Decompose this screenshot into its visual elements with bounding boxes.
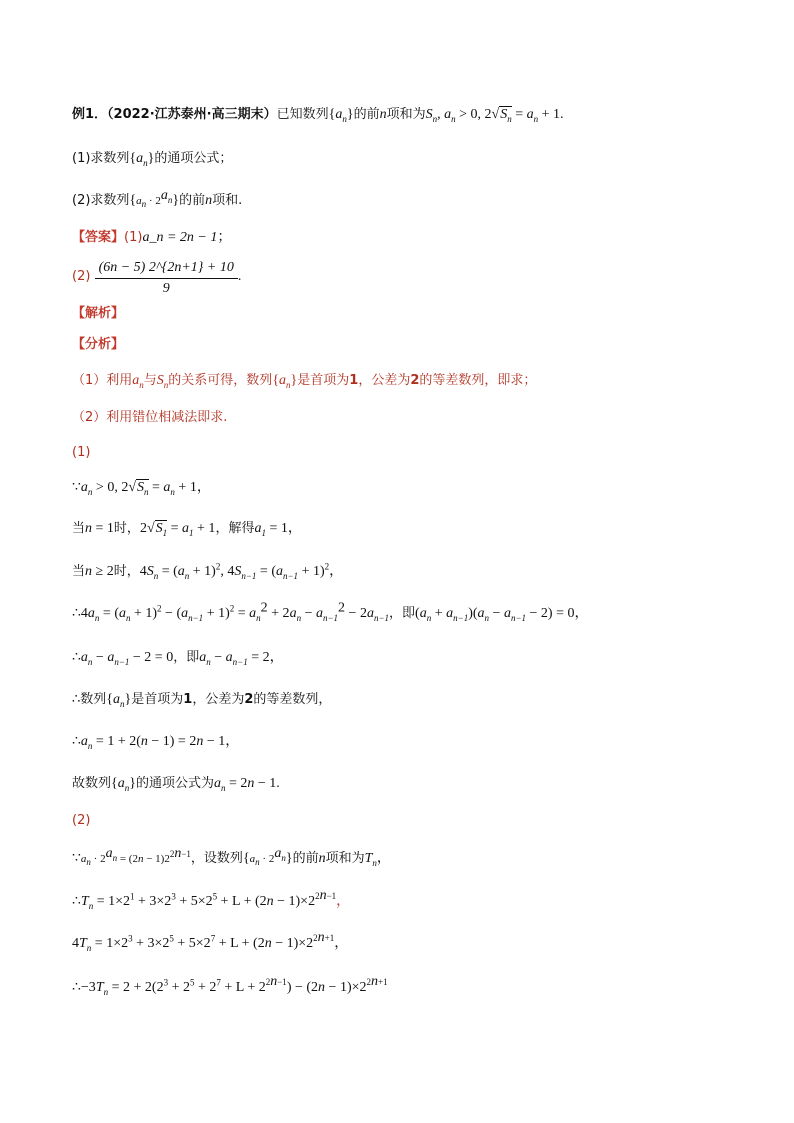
text: (2) (72, 813, 91, 828)
text: L (230, 936, 239, 951)
text: 当 (72, 521, 86, 536)
text: ∴数列 (72, 692, 107, 707)
text: 是首项为 (297, 373, 350, 388)
text: 的通项公式为 (135, 776, 214, 791)
text: 的前 (353, 107, 380, 122)
solution-2-line-2: $\therefore T_n = 1\times 2^1 + 3\times 2^3 + 5\times 2^5 + L + (2n - 1)\times 2^{2n-1}$， (72, 888, 351, 911)
answer-denominator: 9 (162, 281, 170, 296)
question-2: (2)求数列$\{a_n \cdot 2^{a_n}\}$的前n项和. (72, 188, 243, 210)
analysis-step-2 (72, 409, 227, 427)
text: ，公差为 (192, 692, 245, 707)
solution-2-line-3: $4T_n = 1\times 2^3 + 3\times 2^5 + 5\times 2^7 + L + (2n - 1)\times 2^{2n+1}$， (72, 930, 349, 953)
text: L (235, 980, 244, 995)
answer-line-2: (2) $\frac{(6n - 5) 2\^{}\{2n+1\} + 10}{9}$ . (72, 260, 242, 296)
text: 项和为 (325, 851, 365, 866)
solution-part-2-label (72, 812, 90, 830)
text: 项和为 (386, 107, 426, 122)
example-statement: 例1．（2022·江苏泰州·高三期末）已知数列$\{a_n\}$的前n项和为$S_n$, $a_n > 0$, $2√S_n = a_n + 1$. (72, 107, 564, 124)
question-1: (1)求数列$\{a_n\}$的通项公式； (72, 151, 233, 168)
text: (1)求数列 (72, 151, 130, 166)
solution-line-6: ∴数列$\{a_n\}$是首项为1，公差为2的等差数列， (72, 692, 332, 709)
jiexi-tag-line (72, 305, 124, 323)
text: 是首项为 (131, 692, 184, 707)
text: (2) (72, 269, 91, 284)
text: 2 (244, 692, 254, 707)
analysis-step-1: （1）利用$a_n$与$S_n$的关系可得，数列$\{a_n\}$是首项为1，公差为2的等差数列，即求； (72, 373, 537, 390)
text: ，设数列 (190, 851, 243, 866)
text: 时， (113, 564, 140, 579)
text: 时， (113, 521, 140, 536)
solution-line-4: $\therefore 4a_n = (a_n + 1)^2 - (a_{n-1} + 1)^2 = a_n^2 + 2a_n - a_{n-1}^2 - 2a_{n-1}$，即$(a_n + a_{n-1})(a_n - a_{n-1} - 2) = 0$， (72, 600, 589, 623)
text: ，即 (389, 606, 416, 621)
text: 当 (72, 564, 86, 579)
solution-2-line-4: $\therefore-3T_n = 2 + 2(2^3 + 2^5 + 2^7 + L + 2^{2n-1}) - (2n - 1)\times 2^{2n+1}$ (72, 974, 388, 997)
text: (1) (72, 445, 91, 460)
answer-numerator: (6n − 5) 2^{2n+1} + 10 (95, 259, 238, 279)
text: 的通项公式； (154, 151, 233, 166)
text: 的等差数列， (253, 692, 332, 707)
jiexi-tag: 【解析】 (72, 306, 125, 321)
text: 的等差数列，即求； (419, 373, 537, 388)
text: （1）利用 (72, 373, 133, 388)
fenxi-tag: 【分析】 (72, 337, 125, 352)
text: ，解得 (215, 521, 255, 536)
answer-tag: 【答案】 (72, 230, 125, 245)
text: 1 (183, 692, 193, 707)
text: L (232, 894, 241, 909)
solution-line-2: 当n = 1时，$2√S_1 = a_1 + 1$，解得$a_1 = 1$， (72, 521, 302, 538)
solution-line-5: $\therefore a_n - a_{n-1} - 2 = 0$，即$a_n - a_{n-1} = 2$， (72, 650, 284, 667)
text: 2 (410, 373, 420, 388)
text: ，即 (173, 650, 200, 665)
text: 故数列 (72, 776, 112, 791)
text: 的前 (292, 851, 319, 866)
text: 项和. (212, 193, 243, 208)
answer-line-1: 【答案】(1)a_n = 2n − 1； (72, 230, 232, 245)
example-label: 例1． (72, 107, 108, 122)
solution-line-7: $\therefore a_n = 1 + 2(n - 1) = 2n - 1$， (72, 734, 240, 751)
solution-line-1: $\because a_n > 0$, $2√S_n = a_n + 1$， (72, 480, 211, 497)
text: （2）利用错位相减法即求. (72, 410, 228, 425)
text: 的关系可得，数列 (168, 373, 273, 388)
text: 与 (143, 373, 157, 388)
solution-line-8: 故数列$\{a_n\}$的通项公式为$a_n = 2n - 1$. (72, 776, 280, 793)
solution-line-3: 当n ≥ 2时，$4S_n = (a_n + 1)^2$, $4S_{n-1} = (a_{n-1} + 1)^2$， (72, 561, 344, 581)
text: ，公差为 (358, 373, 411, 388)
answer-fraction (95, 259, 238, 298)
text: (1) (124, 230, 143, 245)
text: (2)求数列 (72, 193, 130, 208)
text: 1 (349, 373, 359, 388)
text: 已知数列 (276, 107, 329, 122)
example-source: （2022·江苏泰州·高三期末） (107, 107, 277, 122)
text: 的前 (179, 193, 206, 208)
fenxi-tag-line (72, 336, 124, 354)
answer-formula-1: a_n = 2n − 1 (142, 230, 218, 245)
solution-part-1-label (72, 444, 90, 462)
solution-2-line-1: $\because a_n \cdot 2^{a_n} = (2n - 1)2^{2n-1}$，设数列$\{a_n \cdot 2^{a_n}\}$的前n项和为$T_n$， (72, 846, 391, 868)
